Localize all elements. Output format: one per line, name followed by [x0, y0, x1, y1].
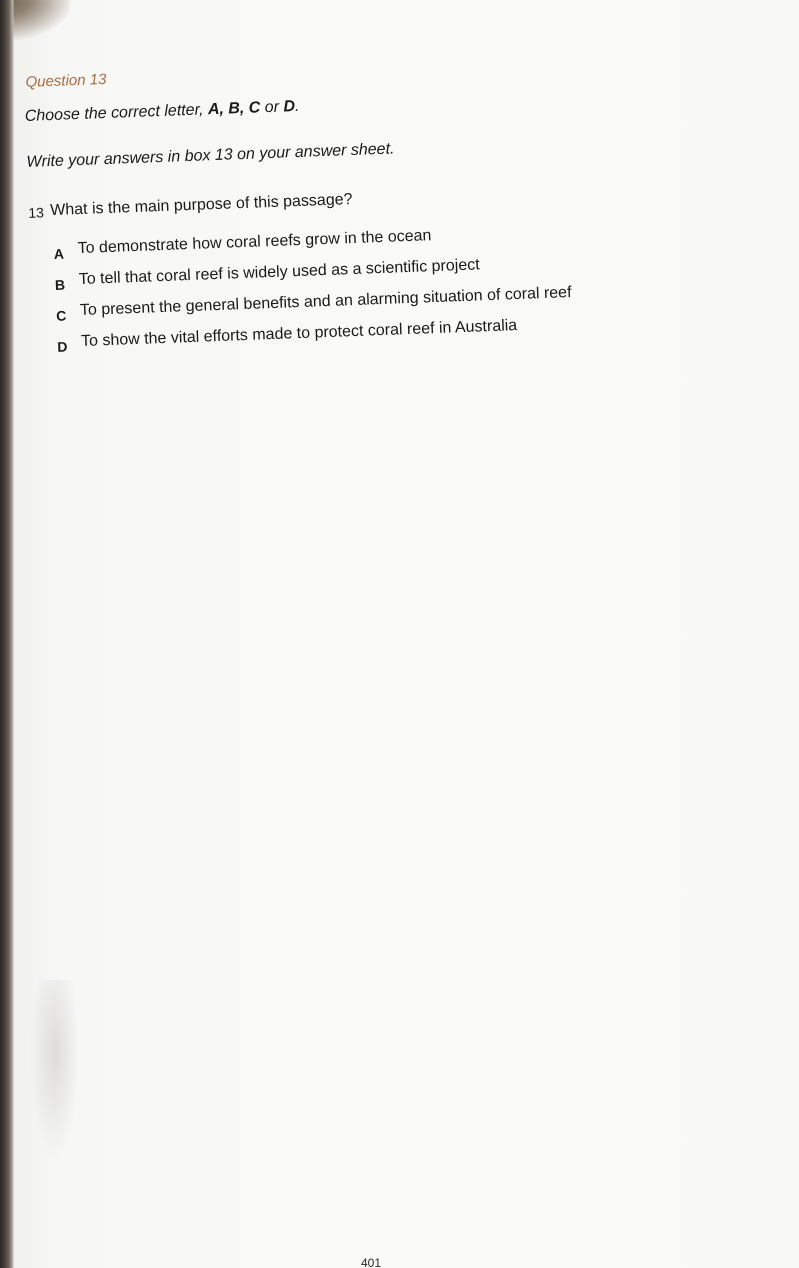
page-crease [30, 980, 80, 1160]
option-b [54, 256, 480, 303]
choose-last-letter: D [283, 98, 296, 116]
choose-prefix: Choose the correct letter, [24, 101, 204, 125]
question-heading: Question 13 [25, 70, 107, 91]
question-text: What is the main purpose of this passage? [49, 191, 353, 220]
page-number: 401 [361, 1256, 382, 1268]
option-letter: B [54, 276, 66, 293]
choose-letters: A, B, C [207, 99, 261, 119]
book-spine [0, 0, 14, 1268]
answer-options [53, 227, 572, 365]
option-letter: D [56, 338, 68, 355]
write-instruction: Write your answers in box 13 on your answer sheet. [26, 140, 395, 171]
choose-or: or [264, 98, 280, 117]
option-text: To present the general benefits and an alarming situation of coral reef [79, 284, 572, 320]
option-letter: C [55, 307, 67, 324]
option-text: To show the vital efforts made to protect coral reef in Australia [80, 317, 518, 351]
choose-end: . [294, 97, 300, 116]
choose-instruction [24, 98, 299, 126]
question-number: 13 [28, 204, 45, 221]
question-block [22, 17, 662, 355]
option-a [53, 227, 432, 272]
option-letter: A [53, 245, 65, 262]
option-d [56, 317, 518, 365]
option-text: To demonstrate how coral reefs grow in the ocean [77, 227, 432, 258]
option-text: To tell that coral reef is widely used as a scientific project [78, 256, 480, 289]
